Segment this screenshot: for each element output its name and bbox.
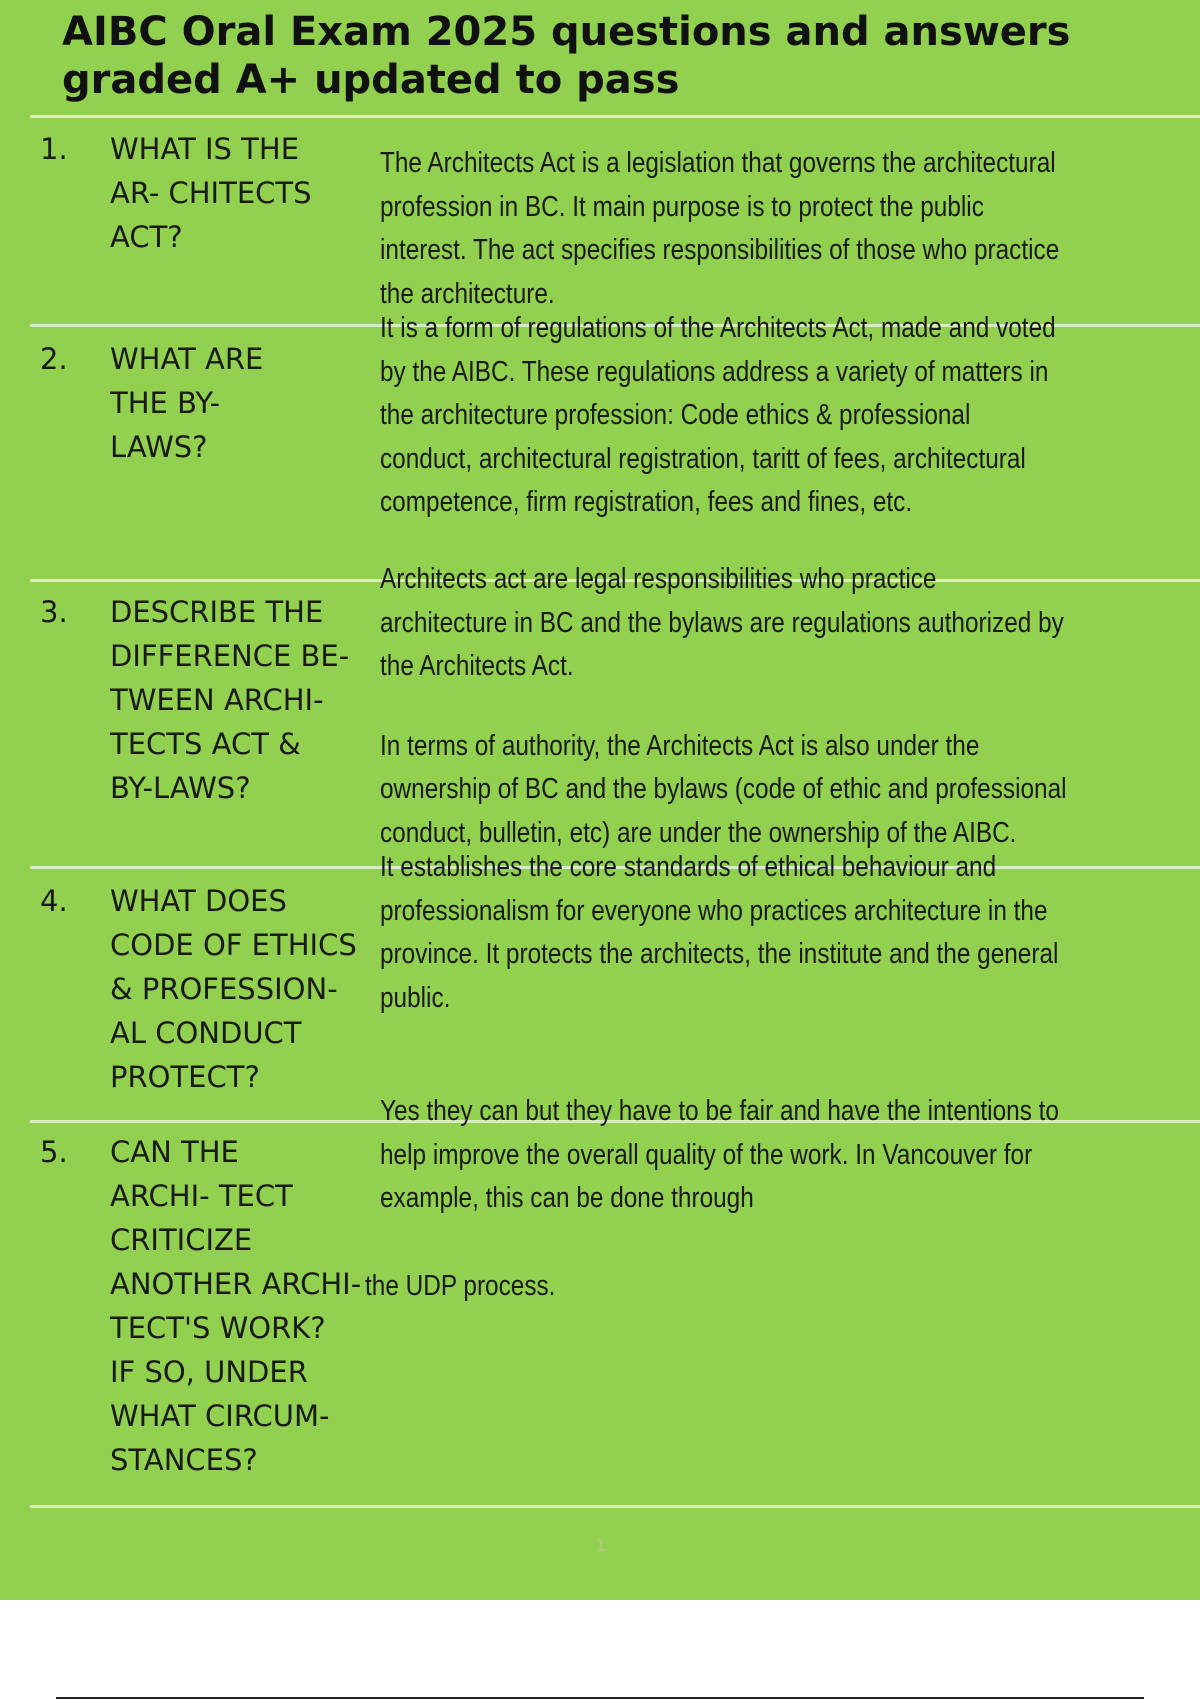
question-text: WHAT ARE THE BY- LAWS? xyxy=(110,342,264,464)
answer-paragraph: Yes they can but they have to be fair and have the intentions to help improve the overall quality of the work. In Vancouver for example, this can be done through xyxy=(380,1095,1059,1214)
answer-block xyxy=(380,846,1069,1020)
answer-paragraph: In terms of authority, the Architects Act is also under the ownership of BC and the bylaws (code of ethic and professional conduct, bulletin, etc) are under the ownership of the AIBC. xyxy=(380,729,1067,849)
document-title: AIBC Oral Exam 2025 questions and answers graded A+ updated to pass xyxy=(62,9,1071,103)
question-text: CAN THE ARCHI- TECT CRITICIZE ANOTHER ARCHI- TECT'S WORK? IF SO, UNDER WHAT CIRCUM- STANCES? xyxy=(110,1135,362,1477)
row-divider xyxy=(30,1505,1200,1508)
answer-block xyxy=(380,1090,1069,1221)
question-text: WHAT DOES CODE OF ETHICS & PROFESSION- AL CONDUCT PROTECT? xyxy=(110,884,357,1094)
question-number: 4. xyxy=(40,884,68,918)
answer-paragraph: Architects act are legal responsibilities who practice architecture in BC and the bylaws are regulations authorized by the Architects Act. xyxy=(380,563,1064,682)
answer-block xyxy=(380,142,1069,316)
answer-block xyxy=(380,558,1069,855)
answer-paragraph: The Architects Act is a legislation that governs the architectural profession in BC. It main purpose is to protect the public interest. The act specifies responsibilities of those who practice the architecture. xyxy=(380,147,1060,310)
bottom-divider xyxy=(56,1697,1144,1699)
question-number: 2. xyxy=(40,342,68,376)
question-number: 1. xyxy=(40,132,68,166)
question-number: 3. xyxy=(40,595,68,629)
answer-block xyxy=(380,307,1069,525)
question-text: DESCRIBE THE DIFFERENCE BE- TWEEN ARCHI- TECTS ACT & BY-LAWS? xyxy=(110,595,350,805)
answer-paragraph: It establishes the core standards of ethical behaviour and professionalism for everyone who practices architecture in the province. It protects the architects, the institute and the general public. xyxy=(380,851,1059,1014)
answer-continuation xyxy=(365,1265,1054,1309)
page-number: 1 xyxy=(596,1536,607,1555)
row-divider xyxy=(30,115,1200,118)
question-number: 5. xyxy=(40,1135,68,1169)
paragraph-gap xyxy=(380,689,1069,725)
answer-paragraph: the UDP process. xyxy=(365,1270,556,1302)
question-text: WHAT IS THE AR- CHITECTS ACT? xyxy=(110,132,312,254)
answer-paragraph: It is a form of regulations of the Architects Act, made and voted by the AIBC. These regulations address a variety of matters in the architecture profession: Code ethics & professional conduct, architectural registration, taritt of fees, architectural competence, firm registration, fees and fines, etc. xyxy=(380,312,1056,518)
